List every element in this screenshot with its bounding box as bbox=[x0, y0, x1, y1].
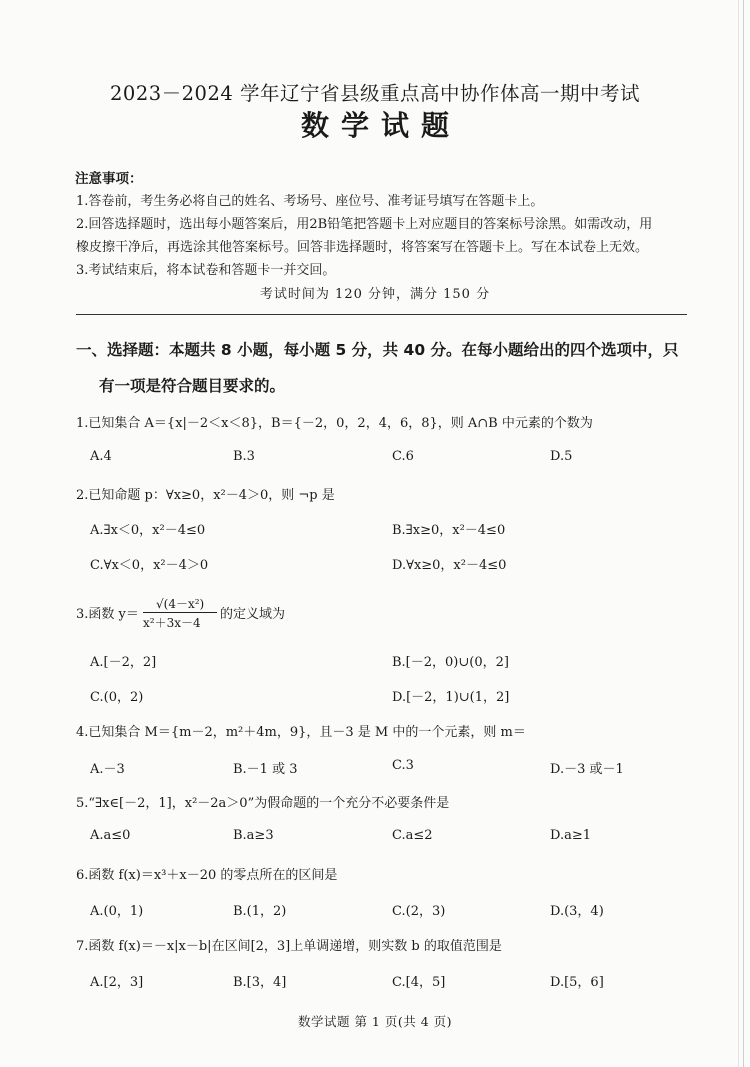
page-footer: 数学试题 第 1 页(共 4 页) bbox=[297, 1014, 453, 1029]
question-7-stem: 7.函数 f(x)＝－x|x－b|在区间[2，3]上单调递增，则实数 b 的取值范围是 bbox=[76, 939, 502, 954]
question-5-option-c: C.a≤2 bbox=[392, 828, 433, 843]
question-4-option-d: D.－3 或－1 bbox=[550, 762, 624, 777]
question-5-option-a: A.a≤0 bbox=[90, 828, 131, 843]
question-5-stem: 5.“∃x∈[－2，1]，x²－2a＞0”为假命题的一个充分不必要条件是 bbox=[76, 796, 450, 811]
question-7-option-b: B.[3，4] bbox=[233, 975, 287, 990]
question-5-option-d: D.a≥1 bbox=[550, 828, 592, 843]
exam-title: 2023－2024 学年辽宁省县级重点高中协作体高一期中考试 bbox=[110, 82, 640, 105]
question-6-option-a: A.(0，1) bbox=[90, 904, 144, 919]
subject-title: 数学试题 bbox=[300, 109, 461, 142]
question-3-option-d: D.[－2，1)∪(1，2] bbox=[392, 690, 510, 705]
question-3-option-a: A.[－2，2] bbox=[90, 655, 157, 670]
notice-line: 橡皮擦干净后，再选涂其他答案标号。回答非选择题时，将答案写在答题卡上。写在本试卷上无效。 bbox=[76, 240, 649, 255]
question-1-option-a: A.4 bbox=[90, 449, 112, 464]
question-2-option-d: D.∀x≥0，x²－4≤0 bbox=[392, 558, 507, 573]
section-heading-continued: 有一项是符合题目要求的。 bbox=[99, 377, 286, 395]
fraction-bar bbox=[143, 612, 217, 613]
notice-line: 3.考试结束后，将本试卷和答题卡一并交回。 bbox=[76, 263, 336, 278]
question-1-stem: 1.已知集合 A＝{x|－2＜x＜8}，B＝{－2，0，2，4，6，8}，则 A∩B 中元素的个数为 bbox=[76, 416, 593, 431]
question-4-stem: 4.已知集合 M＝{m－2，m²＋4m，9}，且－3 是 M 中的一个元素，则 m＝ bbox=[76, 725, 526, 740]
question-3-option-b: B.[－2，0)∪(0，2] bbox=[392, 655, 509, 670]
question-6-stem: 6.函数 f(x)＝x³＋x－20 的零点所在的区间是 bbox=[76, 868, 338, 883]
fraction-numerator: √(4－x²) bbox=[156, 597, 205, 611]
question-7-option-c: C.[4，5] bbox=[392, 975, 446, 990]
question-1-option-b: B.3 bbox=[233, 449, 255, 464]
question-6-option-b: B.(1，2) bbox=[233, 904, 287, 919]
question-4-option-a: A.－3 bbox=[90, 762, 125, 777]
question-7-option-d: D.[5，6] bbox=[550, 975, 604, 990]
page-edge bbox=[743, 0, 744, 1067]
question-2-option-b: B.∃x≥0，x²－4≤0 bbox=[392, 523, 506, 538]
question-2-stem: 2.已知命题 p：∀x≥0，x²－4＞0，则 ¬p 是 bbox=[76, 488, 335, 503]
exam-duration: 考试时间为 120 分钟，满分 150 分 bbox=[259, 287, 491, 302]
section-divider bbox=[76, 314, 687, 315]
fraction-denominator: x²＋3x－4 bbox=[143, 616, 201, 630]
function-fraction bbox=[143, 595, 220, 630]
question-6-option-c: C.(2，3) bbox=[392, 904, 446, 919]
question-3-option-c: C.(0，2) bbox=[90, 690, 144, 705]
notice-heading: 注意事项： bbox=[75, 171, 143, 187]
question-3-stem-suffix: 的定义域为 bbox=[220, 607, 286, 622]
question-5-option-b: B.a≥3 bbox=[233, 828, 274, 843]
page-edge-shadow bbox=[738, 0, 739, 1067]
question-1-option-c: C.6 bbox=[392, 449, 414, 464]
question-3-stem-prefix: 3.函数 y＝ bbox=[76, 607, 139, 622]
question-6-option-d: D.(3，4) bbox=[550, 904, 604, 919]
question-2-option-a: A.∃x＜0，x²－4≤0 bbox=[90, 523, 206, 538]
question-4-option-b: B.－1 或 3 bbox=[233, 762, 298, 777]
question-7-option-a: A.[2，3] bbox=[90, 975, 144, 990]
question-1-option-d: D.5 bbox=[550, 449, 573, 464]
question-4-option-c: C.3 bbox=[392, 758, 414, 773]
question-2-option-c: C.∀x＜0，x²－4＞0 bbox=[90, 558, 209, 573]
notice-line: 1.答卷前，考生务必将自己的姓名、考场号、座位号、准考证号填写在答题卡上。 bbox=[76, 194, 544, 209]
notice-line: 2.回答选择题时，选出每小题答案后，用2B铅笔把答题卡上对应题目的答案标号涂黑。如需改动，用 bbox=[76, 217, 653, 232]
section-heading: 一、选择题：本题共 8 小题，每小题 5 分，共 40 分。在每小题给出的四个选项中，只 bbox=[76, 341, 679, 359]
